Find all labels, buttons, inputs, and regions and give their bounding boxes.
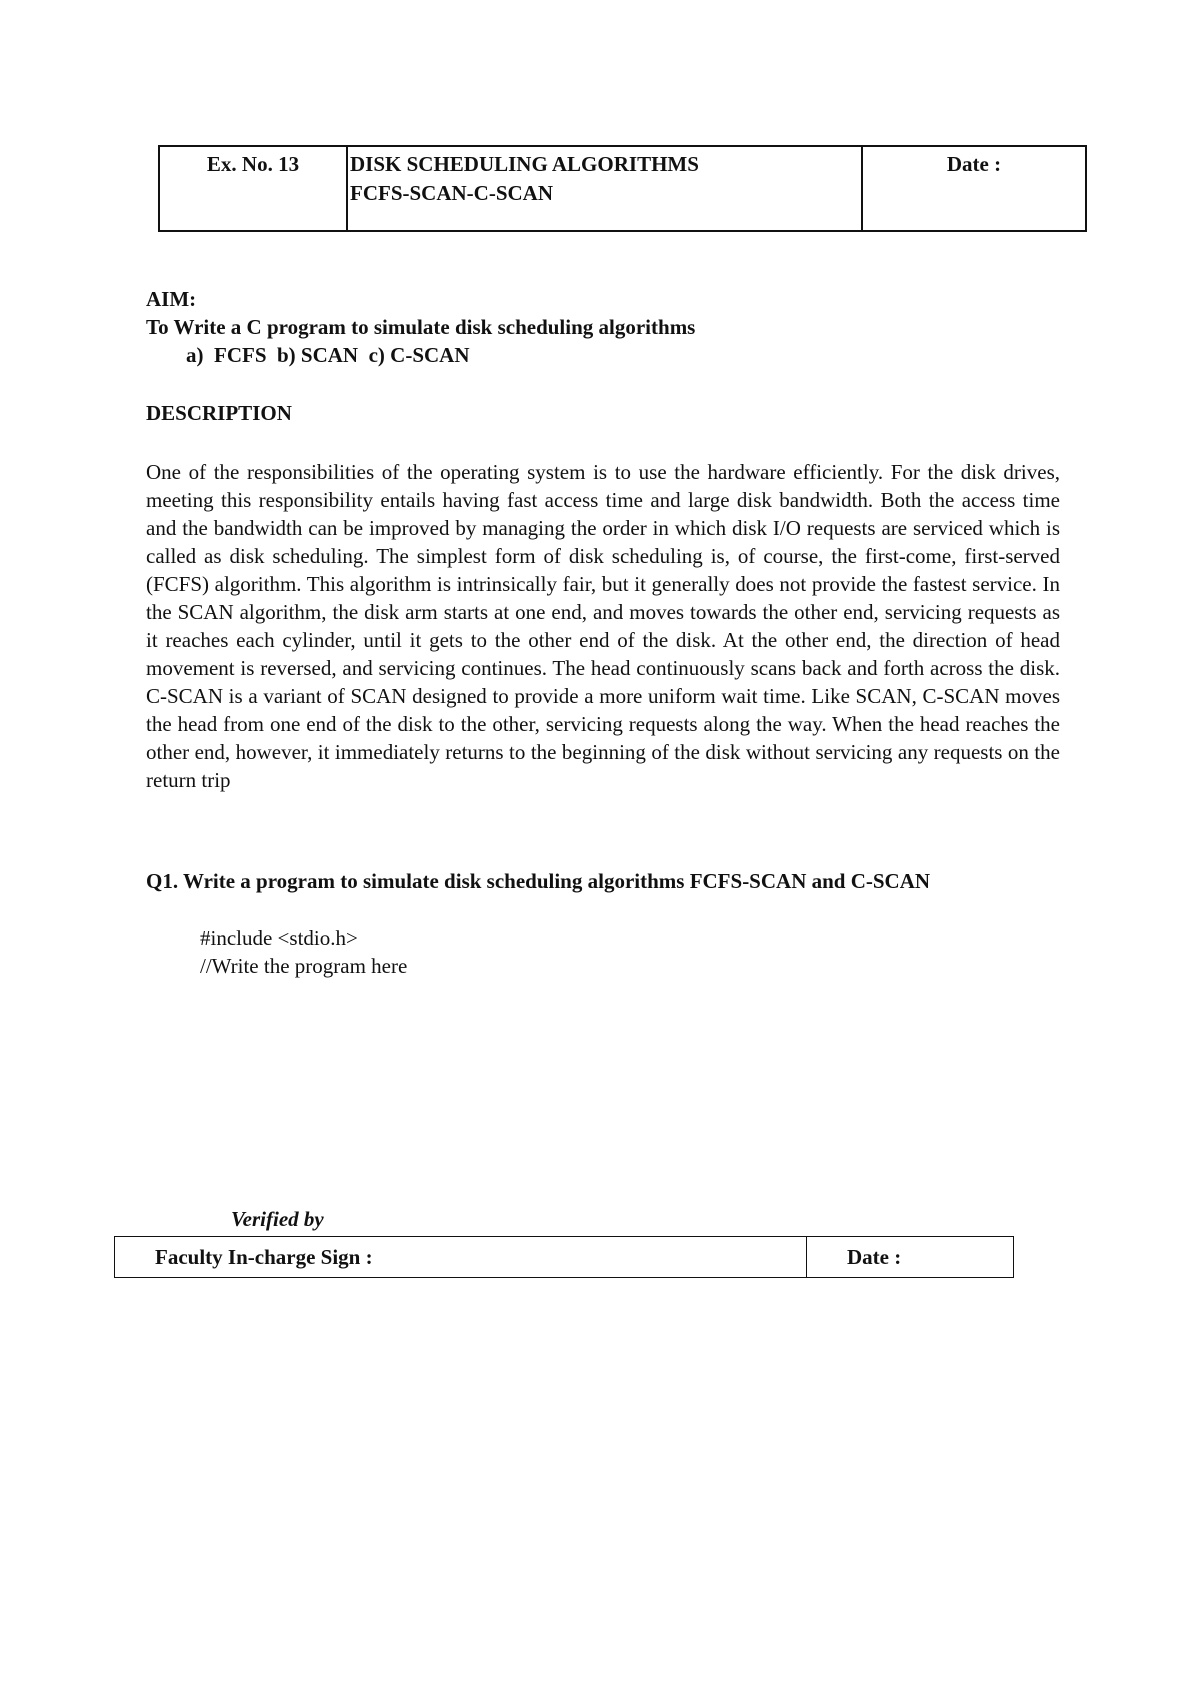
- exercise-title-line1: DISK SCHEDULING ALGORITHMS: [350, 152, 699, 176]
- header-row: [159, 146, 1086, 231]
- description-body: One of the responsibilities of the operating system is to use the hardware efficiently. For the disk drives, meeting this responsibility entails having fast access time and large disk bandwidth. Both the access time and the bandwidth can be improved by managing the order in which disk I/O requests are serviced which is called as disk scheduling. The simplest form of disk scheduling is, of course, the first-come, first-served (FCFS) algorithm. This algorithm is intrinsically fair, but it generally does not provide the fastest service. In the SCAN algorithm, the disk arm starts at one end, and moves towards the other end, servicing requests as it reaches each cylinder, until it gets to the other end of the disk. At the other end, the direction of head movement is reversed, and servicing continues. The head continuously scans back and forth across the disk. C-SCAN is a variant of SCAN designed to provide a more uniform wait time. Like SCAN, C-SCAN moves the head from one end of the disk to the other, servicing requests along the way. When the head reaches the other end, however, it immediately returns to the beginning of the disk without servicing any requests on the return trip: [146, 460, 1060, 792]
- question-1: Q1. Write a program to simulate disk scheduling algorithms FCFS-SCAN and C-SCAN: [146, 869, 931, 893]
- signature-table: [114, 1236, 1014, 1278]
- header-table: [158, 145, 1087, 232]
- aim-heading: AIM:: [146, 287, 197, 311]
- signature-row: [115, 1237, 1014, 1278]
- header-date-label: Date :: [862, 146, 1086, 231]
- exercise-number: Ex. No. 13: [159, 146, 347, 231]
- aim-options: a) FCFS b) SCAN c) C-SCAN: [186, 343, 470, 367]
- code-line-include: #include <stdio.h>: [200, 926, 358, 950]
- code-block: [200, 924, 407, 980]
- aim-text: To Write a C program to simulate disk scheduling algorithms: [146, 315, 696, 339]
- faculty-sign-label: Faculty In-charge Sign :: [115, 1237, 807, 1278]
- description-heading: DESCRIPTION: [146, 401, 292, 425]
- exercise-title-cell: [347, 146, 862, 231]
- exercise-title-line2: FCFS-SCAN-C-SCAN: [350, 181, 553, 205]
- code-line-comment: //Write the program here: [200, 954, 408, 978]
- footer-date-label: Date :: [807, 1237, 1014, 1278]
- verified-by-label: Verified by: [231, 1207, 324, 1231]
